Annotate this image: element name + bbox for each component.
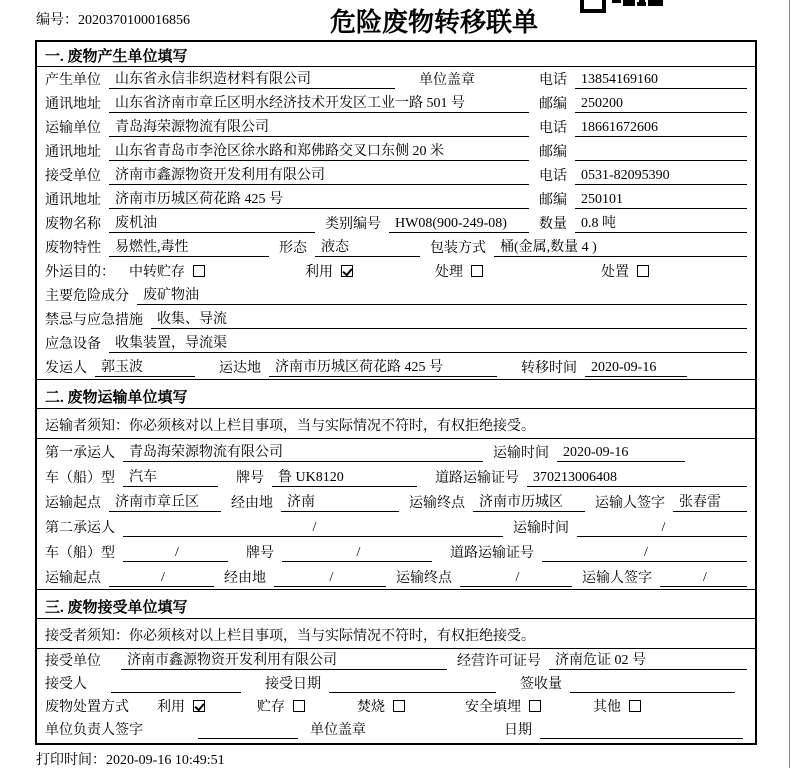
- quantity-value: 0.8 吨: [575, 212, 747, 233]
- purpose-option-utilize: 利用: [305, 261, 353, 281]
- disposal-option-utilize: 利用: [157, 696, 205, 716]
- disposal-option-incinerate: 焚烧: [357, 696, 405, 716]
- plate-number-label: 牌号: [246, 546, 274, 561]
- document-number-value: 2020370100016856: [78, 13, 190, 28]
- unit-seal-label: 单位盖章: [419, 73, 475, 88]
- dispatcher-label: 发运人: [45, 361, 87, 376]
- accept-date-value: [329, 676, 496, 693]
- second-carrier-value: /: [123, 520, 503, 537]
- packaging-value: 桶(金属,数量 4 ): [494, 236, 747, 257]
- transport-time-label: 运输时间: [513, 521, 569, 536]
- page-edge-line: [789, 0, 790, 768]
- row-receive-address: [37, 187, 755, 211]
- route-start-label: 运输起点: [45, 496, 101, 511]
- responsible-signature-value: [198, 722, 298, 739]
- row-waste-name: [37, 211, 755, 235]
- row-vehicle-1: [37, 464, 755, 489]
- section1-header: 一. 废物产生单位填写: [37, 42, 755, 67]
- disposal-option-storage: 贮存: [257, 696, 305, 716]
- transporter-signature-value: 张春雷: [673, 491, 747, 512]
- checkbox-icon: [193, 265, 205, 277]
- receiver-label: 接受人: [45, 677, 87, 692]
- qr-finder-fragment: [580, 0, 606, 13]
- row-transport-address: [37, 139, 755, 163]
- row-dispatcher: [37, 355, 755, 379]
- road-permit-label: 道路运输证号: [450, 546, 534, 561]
- manifest-form-table: [35, 40, 757, 745]
- receive-unit-phone: 0531-82095390: [575, 168, 747, 185]
- vehicle-type-value: /: [123, 545, 228, 562]
- row-disposal-method: [37, 695, 755, 718]
- receive-unit-label: 接受单位: [45, 169, 101, 184]
- phone-label: 电话: [539, 73, 567, 88]
- row-waste-property: [37, 235, 755, 259]
- date-value: [540, 722, 743, 739]
- form-label: 形态: [279, 241, 307, 256]
- route-start-value: /: [109, 570, 214, 587]
- produce-address-value: 山东省济南市章丘区明水经济技术开发区工业一路 501 号: [109, 92, 529, 113]
- transport-time-label: 运输时间: [493, 446, 549, 461]
- quantity-label: 数量: [539, 217, 567, 232]
- disposal-option-other: 其他: [593, 696, 641, 716]
- produce-unit-label: 产生单位: [45, 73, 101, 88]
- disposal-method-label: 废物处置方式: [45, 700, 129, 715]
- page-title: 危险废物转移联单: [330, 8, 539, 37]
- row-second-carrier: [37, 514, 755, 539]
- row-first-carrier: [37, 439, 755, 464]
- receive-address-value: 济南市历城区荷花路 425 号: [109, 188, 529, 209]
- vehicle-type-label: 车（船）型: [45, 546, 115, 561]
- hazard-component-label: 主要危险成分: [45, 289, 129, 304]
- accept-unit-label: 接受单位: [45, 654, 101, 669]
- hazard-component-value: 废矿物油: [137, 284, 747, 305]
- unit-seal-label: 单位盖章: [310, 723, 366, 738]
- print-time: [36, 749, 225, 768]
- route-end-value: /: [460, 570, 572, 587]
- row-route-1: [37, 489, 755, 514]
- phone-label: 电话: [539, 121, 567, 136]
- purpose-option-dispose: 处置: [601, 261, 649, 281]
- checkbox-icon: [393, 700, 405, 712]
- date-label: 日期: [504, 723, 532, 738]
- row-produce-unit: [37, 67, 755, 91]
- route-end-value: 济南市历城区: [473, 491, 585, 512]
- purpose-option-treat: 处理: [435, 261, 483, 281]
- zip-label: 邮编: [539, 145, 567, 160]
- purpose-option-transfer-storage: 中转贮存: [129, 261, 205, 281]
- row-vehicle-2: [37, 539, 755, 564]
- address-label: 通讯地址: [45, 97, 101, 112]
- transport-unit-phone: 18661672606: [575, 120, 747, 137]
- checkbox-icon: [637, 265, 649, 277]
- address-label: 通讯地址: [45, 193, 101, 208]
- zip-label: 邮编: [539, 97, 567, 112]
- row-accept-unit: [37, 649, 755, 672]
- transport-unit-label: 运输单位: [45, 121, 101, 136]
- section2-header: 二. 废物运输单位填写: [37, 379, 755, 409]
- checkbox-icon: [293, 700, 305, 712]
- row-transport-unit: [37, 115, 755, 139]
- taboo-measures-value: 收集、导流: [151, 308, 747, 329]
- receiver-notice: 接受者须知：你必须核对以上栏目事项，当与实际情况不符时，有权拒绝接受。: [37, 619, 755, 649]
- receiver-value: [111, 676, 241, 693]
- transport-time-value: /: [577, 520, 747, 537]
- packaging-label: 包装方式: [430, 241, 486, 256]
- emergency-equipment-label: 应急设备: [45, 337, 101, 352]
- received-quantity-label: 签收量: [520, 677, 562, 692]
- category-code-label: 类别编号: [325, 217, 381, 232]
- route-via-value: /: [274, 570, 386, 587]
- emergency-equipment-value: 收集装置，导流渠: [109, 332, 747, 353]
- responsible-signature-label: 单位负责人签字: [45, 723, 143, 738]
- transporter-notice: 运输者须知：你必须核对以上栏目事项，当与实际情况不符时，有权拒绝接受。: [37, 409, 755, 439]
- route-via-value: 济南: [281, 491, 399, 512]
- transporter-signature-value: /: [660, 570, 747, 587]
- row-receive-unit: [37, 163, 755, 187]
- row-hazard-component: [37, 283, 755, 307]
- second-carrier-label: 第二承运人: [45, 521, 115, 536]
- row-responsible-signature: [37, 718, 755, 741]
- transporter-signature-label: 运输人签字: [595, 496, 665, 511]
- transport-address-value: 山东省青岛市李沧区徐水路和郑佛路交叉口东侧 20 米: [109, 140, 529, 161]
- waste-name-value: 废机油: [109, 212, 315, 233]
- row-transfer-purpose: [37, 259, 755, 283]
- license-number-label: 经营许可证号: [457, 654, 541, 669]
- vehicle-type-value: 汽车: [123, 466, 218, 487]
- transport-zip-value: [575, 144, 747, 161]
- first-carrier-value: 青岛海荣源物流有限公司: [123, 441, 483, 462]
- checkbox-icon: [529, 700, 541, 712]
- road-permit-value: /: [542, 545, 747, 562]
- transfer-time-value: 2020-09-16: [585, 360, 687, 377]
- form-value: 液态: [315, 236, 420, 257]
- transfer-purpose-label: 外运目的：: [45, 265, 115, 280]
- accept-date-label: 接受日期: [265, 677, 321, 692]
- route-start-value: 济南市章丘区: [109, 491, 221, 512]
- route-via-label: 经由地: [231, 496, 273, 511]
- produce-zip-value: 250200: [575, 96, 747, 113]
- first-carrier-label: 第一承运人: [45, 446, 115, 461]
- transport-time-value: 2020-09-16: [557, 445, 685, 462]
- receive-unit-value: 济南市鑫源物资开发利用有限公司: [109, 164, 529, 185]
- checkbox-icon: [471, 265, 483, 277]
- row-receiver: [37, 672, 755, 695]
- destination-label: 运达地: [219, 361, 261, 376]
- zip-label: 邮编: [539, 193, 567, 208]
- plate-number-value: 鲁 UK8120: [272, 466, 417, 487]
- received-quantity-value: [570, 676, 735, 693]
- waste-property-label: 废物特性: [45, 241, 101, 256]
- section3-header: 三. 废物接受单位填写: [37, 589, 755, 619]
- route-end-label: 运输终点: [396, 571, 452, 586]
- transfer-time-label: 转移时间: [521, 361, 577, 376]
- row-route-2: [37, 564, 755, 589]
- taboo-measures-label: 禁忌与应急措施: [45, 313, 143, 328]
- produce-unit-phone: 13854169160: [575, 72, 747, 89]
- transporter-signature-label: 运输人签字: [582, 571, 652, 586]
- route-via-label: 经由地: [224, 571, 266, 586]
- dispatcher-value: 郭玉波: [95, 356, 195, 377]
- address-label: 通讯地址: [45, 145, 101, 160]
- destination-value: 济南市历城区荷花路 425 号: [269, 356, 497, 377]
- route-end-label: 运输终点: [409, 496, 465, 511]
- category-code-value: HW08(900-249-08): [389, 216, 529, 233]
- road-permit-value: 370213006408: [527, 470, 747, 487]
- vehicle-type-label: 车（船）型: [45, 471, 115, 486]
- plate-number-label: 牌号: [236, 471, 264, 486]
- qr-code-icon: [578, 0, 670, 8]
- print-time-value: 2020-09-16 10:49:51: [106, 753, 225, 768]
- print-time-label: 打印时间：: [36, 753, 106, 768]
- disposal-option-landfill: 安全填埋: [465, 696, 541, 716]
- transport-unit-value: 青岛海荣源物流有限公司: [109, 116, 529, 137]
- road-permit-label: 道路运输证号: [435, 471, 519, 486]
- row-taboo-measures: [37, 307, 755, 331]
- produce-unit-value: 山东省永信非织造材料有限公司: [109, 68, 395, 89]
- row-produce-address: [37, 91, 755, 115]
- route-start-label: 运输起点: [45, 571, 101, 586]
- waste-name-label: 废物名称: [45, 217, 101, 232]
- checkbox-icon: [629, 700, 641, 712]
- document-number-label: 编号：: [36, 13, 78, 28]
- checkbox-icon: [341, 265, 353, 277]
- accept-unit-value: 济南市鑫源物资开发利用有限公司: [121, 649, 447, 670]
- plate-number-value: /: [282, 545, 432, 562]
- waste-property-value: 易燃性,毒性: [109, 236, 269, 257]
- row-emergency-equipment: [37, 331, 755, 355]
- phone-label: 电话: [539, 169, 567, 184]
- checkbox-icon: [193, 700, 205, 712]
- document-number: [36, 9, 190, 29]
- license-number-value: 济南危证 02 号: [549, 649, 747, 670]
- receive-zip-value: 250101: [575, 192, 747, 209]
